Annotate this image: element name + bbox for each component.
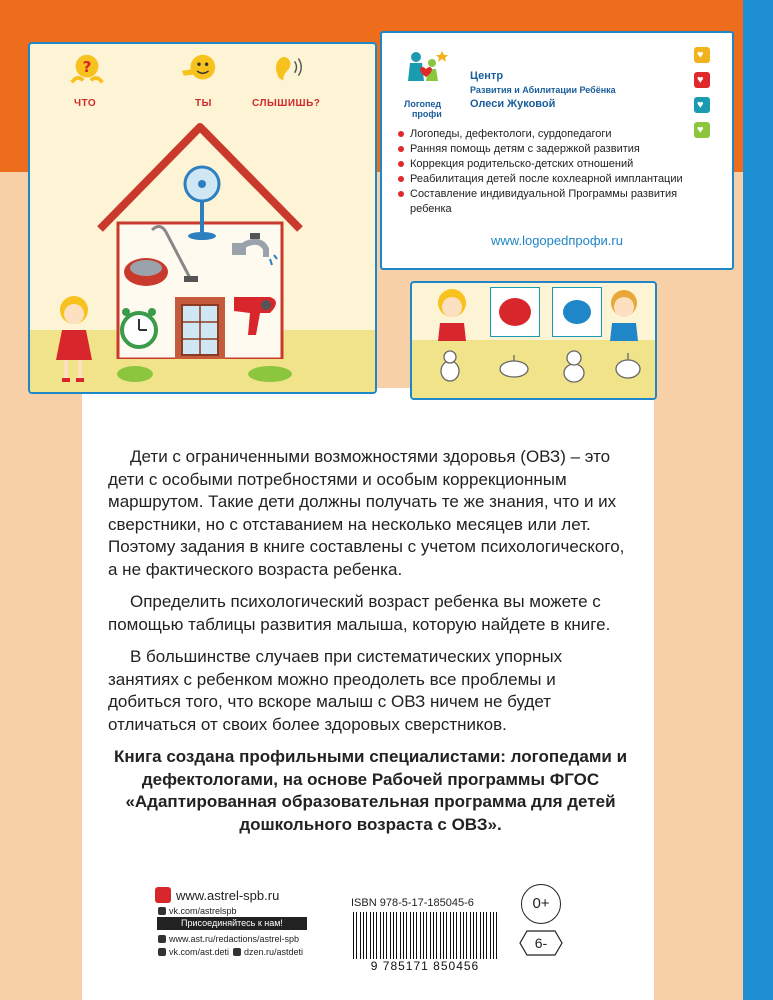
heart-icon-teal xyxy=(694,97,710,113)
logo-text-line2: профи xyxy=(412,109,442,119)
barcode-bar xyxy=(360,912,361,959)
girl-face-illustration xyxy=(432,287,472,341)
vk-link-ast[interactable] xyxy=(158,947,229,957)
barcode-bar xyxy=(373,912,374,959)
blue-ball-card xyxy=(552,287,602,337)
barcode-bar xyxy=(423,912,424,959)
vk-link-astrel-text: vk.com/astrelspb xyxy=(169,906,237,916)
kids-matching-illustration xyxy=(410,281,657,400)
barcode-bar xyxy=(450,912,451,959)
paragraph-2: Определить психологический возраст ребенка вы можете с помощью таблицы развития малыша, которую найдете в книге. xyxy=(108,592,611,634)
ast-website-link[interactable] xyxy=(158,934,299,944)
question-mark-icon xyxy=(68,50,106,88)
barcode-bar xyxy=(400,912,401,959)
vk-icon xyxy=(158,907,166,915)
word-what: ЧТО xyxy=(74,98,97,109)
barcode-bar xyxy=(353,912,354,959)
service-item: Реабилитация детей после кохлеарной имплантации xyxy=(398,172,720,187)
barcode-bar xyxy=(380,912,381,959)
house-illustration xyxy=(28,42,377,394)
isbn-barcode xyxy=(351,912,499,959)
barcode-bar xyxy=(403,912,404,959)
barcode-bar xyxy=(430,912,431,959)
barcode-bar xyxy=(416,912,417,959)
paragraph-3: В большинстве случаев при систематических упорных занятиях с ребенком можно преодолеть все проблемы и добиться того, что вскоре малыш с ОВЗ ничем не будет отличаться от своих более здоровых сверстников. xyxy=(108,647,563,734)
barcode-bar xyxy=(460,912,461,959)
barcode-bar xyxy=(476,912,477,959)
vk-link-astrel[interactable] xyxy=(158,906,237,916)
barcode-bar xyxy=(356,912,357,959)
logo-text-line1: Логопед xyxy=(404,99,442,109)
barcode-bar xyxy=(426,912,427,959)
barcode-bar xyxy=(443,912,444,959)
red-ball-card xyxy=(490,287,540,337)
vk-link-ast-text: vk.com/ast.deti xyxy=(169,947,230,957)
barcode-bar xyxy=(396,912,397,959)
hair-dryer-icon xyxy=(230,289,290,339)
astrel-website-link[interactable]: www.astrel-spb.ru xyxy=(176,888,280,903)
barcode-bar xyxy=(393,912,394,959)
service-item: Логопеды, дефектологи, сурдопедагоги xyxy=(398,127,720,142)
service-item: Составление индивидуальной Программы развития ребенка xyxy=(398,187,720,217)
dzen-icon xyxy=(233,948,241,956)
dzen-link[interactable] xyxy=(233,947,303,957)
toys-row xyxy=(432,345,642,385)
bushes xyxy=(115,362,315,382)
logoped-profi-logo xyxy=(398,47,454,103)
barcode-bar xyxy=(386,912,387,959)
services-list xyxy=(398,127,720,217)
barcode-bar xyxy=(453,912,454,959)
isbn-number: ISBN 978-5-17-185045-6 xyxy=(351,897,474,909)
barcode-bar xyxy=(490,912,491,959)
therapy-center-card xyxy=(380,31,734,270)
barcode-bar xyxy=(433,912,434,959)
boy-face-illustration xyxy=(604,287,644,341)
barcode-bar xyxy=(383,912,384,959)
paragraph-4-bold: Книга создана профильными специалистами: логопедами и дефектологами, на основе Рабочей программы ФГОС «Адаптированная образовательная программа для детей дошкольного возраста с ОВЗ». xyxy=(113,747,628,834)
svg-text:?: ? xyxy=(82,57,92,76)
paragraph-1: Дети с ограниченными возможностями здоровья (ОВЗ) – это дети с особыми потребностями и особым коррекционным маршрутом. Такие дети должны получать те же знания, что и их сверстники, но с отставанием на несколько месяцев или лет. Поэтому задания в книге составлены с учетом психологического, а не фактического возраста ребенка. xyxy=(108,447,625,579)
barcode-bar xyxy=(363,912,364,959)
service-item: Ранняя помощь детям с задержкой развития xyxy=(398,142,720,157)
age-rating-badge: 0+ xyxy=(521,884,561,924)
center-title-line1: Центр xyxy=(470,70,504,82)
barcode-bar xyxy=(406,912,407,959)
center-title-line2: Развития и Абилитации Ребёнка xyxy=(470,85,616,95)
center-website-link[interactable]: www.logopedпрофи.ru xyxy=(491,233,623,248)
right-blue-stripe xyxy=(743,0,773,1000)
age-category-text: 6- xyxy=(534,935,548,951)
barcode-bar xyxy=(493,912,494,959)
astrel-logo-icon xyxy=(155,887,171,903)
ast-website-text: www.ast.ru/redactions/astrel-spb xyxy=(169,934,300,944)
vacuum-cleaner-icon xyxy=(120,222,200,292)
barcode-bar xyxy=(366,912,367,959)
heart-icon-red xyxy=(694,72,710,88)
barcode-bar xyxy=(370,912,371,959)
join-us-banner: Присоединяйтесь к нам! xyxy=(157,917,307,930)
barcode-bar xyxy=(466,912,467,959)
description-text xyxy=(108,446,633,846)
barcode-bar xyxy=(376,912,377,959)
barcode-digits: 9 785171 850456 xyxy=(370,959,480,973)
alarm-clock-icon xyxy=(118,306,160,350)
barcode-bar xyxy=(410,912,411,959)
barcode-bar xyxy=(446,912,447,959)
barcode-bar xyxy=(483,912,484,959)
vk-icon xyxy=(158,948,166,956)
barcode-bar xyxy=(473,912,474,959)
word-you: ТЫ xyxy=(195,98,212,109)
barcode-bar xyxy=(390,912,391,959)
barcode-bar xyxy=(436,912,437,959)
barcode-bar xyxy=(440,912,441,959)
dzen-link-text: dzen.ru/astdeti xyxy=(244,947,304,957)
faucet-icon xyxy=(230,227,280,272)
word-hear: СЛЫШИШЬ? xyxy=(252,98,321,109)
barcode-bar xyxy=(463,912,464,959)
globe-icon xyxy=(158,935,166,943)
girl-illustration xyxy=(48,290,108,390)
service-item: Коррекция родительско-детских отношений xyxy=(398,157,720,172)
barcode-bar xyxy=(456,912,457,959)
pointing-smiley-icon xyxy=(180,50,218,88)
barcode-bar xyxy=(420,912,421,959)
heart-icon-yellow xyxy=(694,47,710,63)
center-title-line3: Олеси Жуковой xyxy=(470,98,556,110)
barcode-bar xyxy=(480,912,481,959)
barcode-bar xyxy=(413,912,414,959)
barcode-bar xyxy=(486,912,487,959)
barcode-bar xyxy=(470,912,471,959)
center-title xyxy=(470,69,616,111)
ear-icon xyxy=(268,50,306,88)
barcode-bar xyxy=(496,912,497,959)
